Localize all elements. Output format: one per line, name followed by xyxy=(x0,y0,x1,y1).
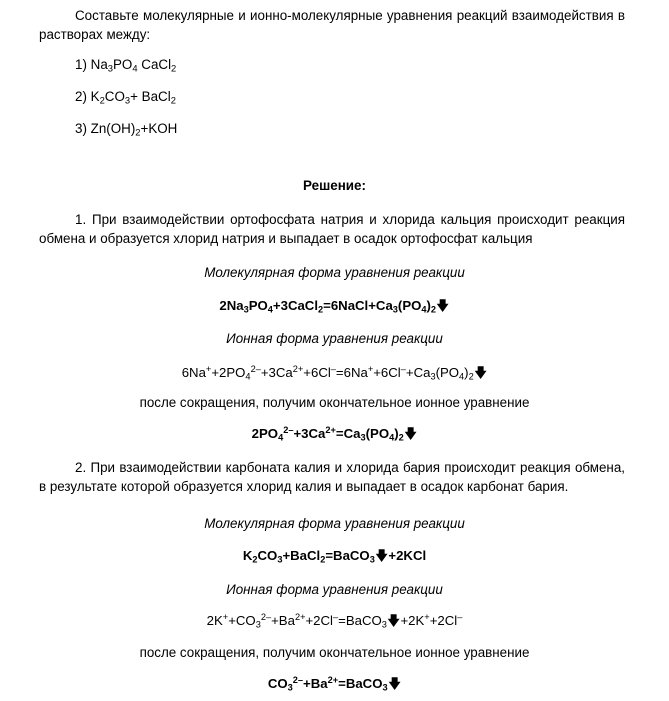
precipitate-arrow-icon: 🡇 xyxy=(387,613,400,628)
part2-reduction-caption: после сокращения, получим окончательное ионное уравнение xyxy=(139,645,530,660)
part2-molecular-equation: $K_2CO_3+BaCl_2=BaCO_3🡇+2KCl$ xyxy=(242,548,427,565)
part2-net-ionic-equation: $CO_3^{2-}+Ba^{2+}=BaCO_3🡇$ xyxy=(267,674,401,693)
part1-text: 1. При взаимодействии ортофосфата натрия и хлорида кальция происходит реакция обмена и образуется хлорид натрия и выпадает в осадок ортофосфат кальция xyxy=(39,212,625,246)
part2-molecular-caption: Молекулярная форма уравнения реакции xyxy=(204,516,465,531)
part2-text: 2. При взаимодействии карбоната калия и хлорида бария происходит реакция обмена, в результате которой образуется хлорид калия и выпадает в осадок карбонат бария. xyxy=(39,460,625,494)
task-item-2: 2) $K_2CO_3+$ BaCl$_2$ xyxy=(75,89,176,106)
task-item-1: 1) $Na_3PO_4$ CaCl$_2$ xyxy=(75,57,177,74)
part2-ionic-caption: Ионная форма уравнения реакции xyxy=(226,582,443,597)
precipitate-arrow-icon: 🡇 xyxy=(404,426,417,441)
precipitate-arrow-icon: 🡇 xyxy=(474,365,487,380)
part1-ionic-equation: $6Na^++2PO_4^{2-}+3Ca^{2+}+6Cl^-=6Na^++6Cl^-+Ca_3(PO_4)_2🡇$ xyxy=(181,363,487,382)
part1-molecular-caption: Молекулярная форма уравнения реакции xyxy=(204,265,465,280)
part1-reduction-caption: после сокращения, получим окончательное ионное уравнение xyxy=(139,395,530,410)
task-intro: Составьте молекулярные и ионно-молекулярные уравнения реакций взаимодействия в растворах между: xyxy=(39,8,625,42)
part1-molecular-equation: $2Na_3PO_4+3CaCl_2=6NaCl+Ca_3(PO_4)_2🡇$ xyxy=(219,298,449,315)
part1-ionic-caption: Ионная форма уравнения реакции xyxy=(226,331,443,346)
solution-heading: Решение: xyxy=(303,178,366,193)
precipitate-arrow-icon: 🡇 xyxy=(436,298,449,313)
part2-ionic-equation: $2K^++CO_3^{2-}+Ba^{2+}+2Cl^-=BaCO_3🡇+2K^++2Cl^-$ xyxy=(206,611,463,630)
task-item-3: 3) $Zn(OH)_2+KOH$ xyxy=(75,121,178,138)
part1-net-ionic-equation: $2PO_4^{2-}+3Ca^{2+}=Ca_3(PO_4)_2🡇$ xyxy=(251,424,417,443)
precipitate-arrow-icon: 🡇 xyxy=(375,548,388,563)
precipitate-arrow-icon: 🡇 xyxy=(388,676,401,691)
